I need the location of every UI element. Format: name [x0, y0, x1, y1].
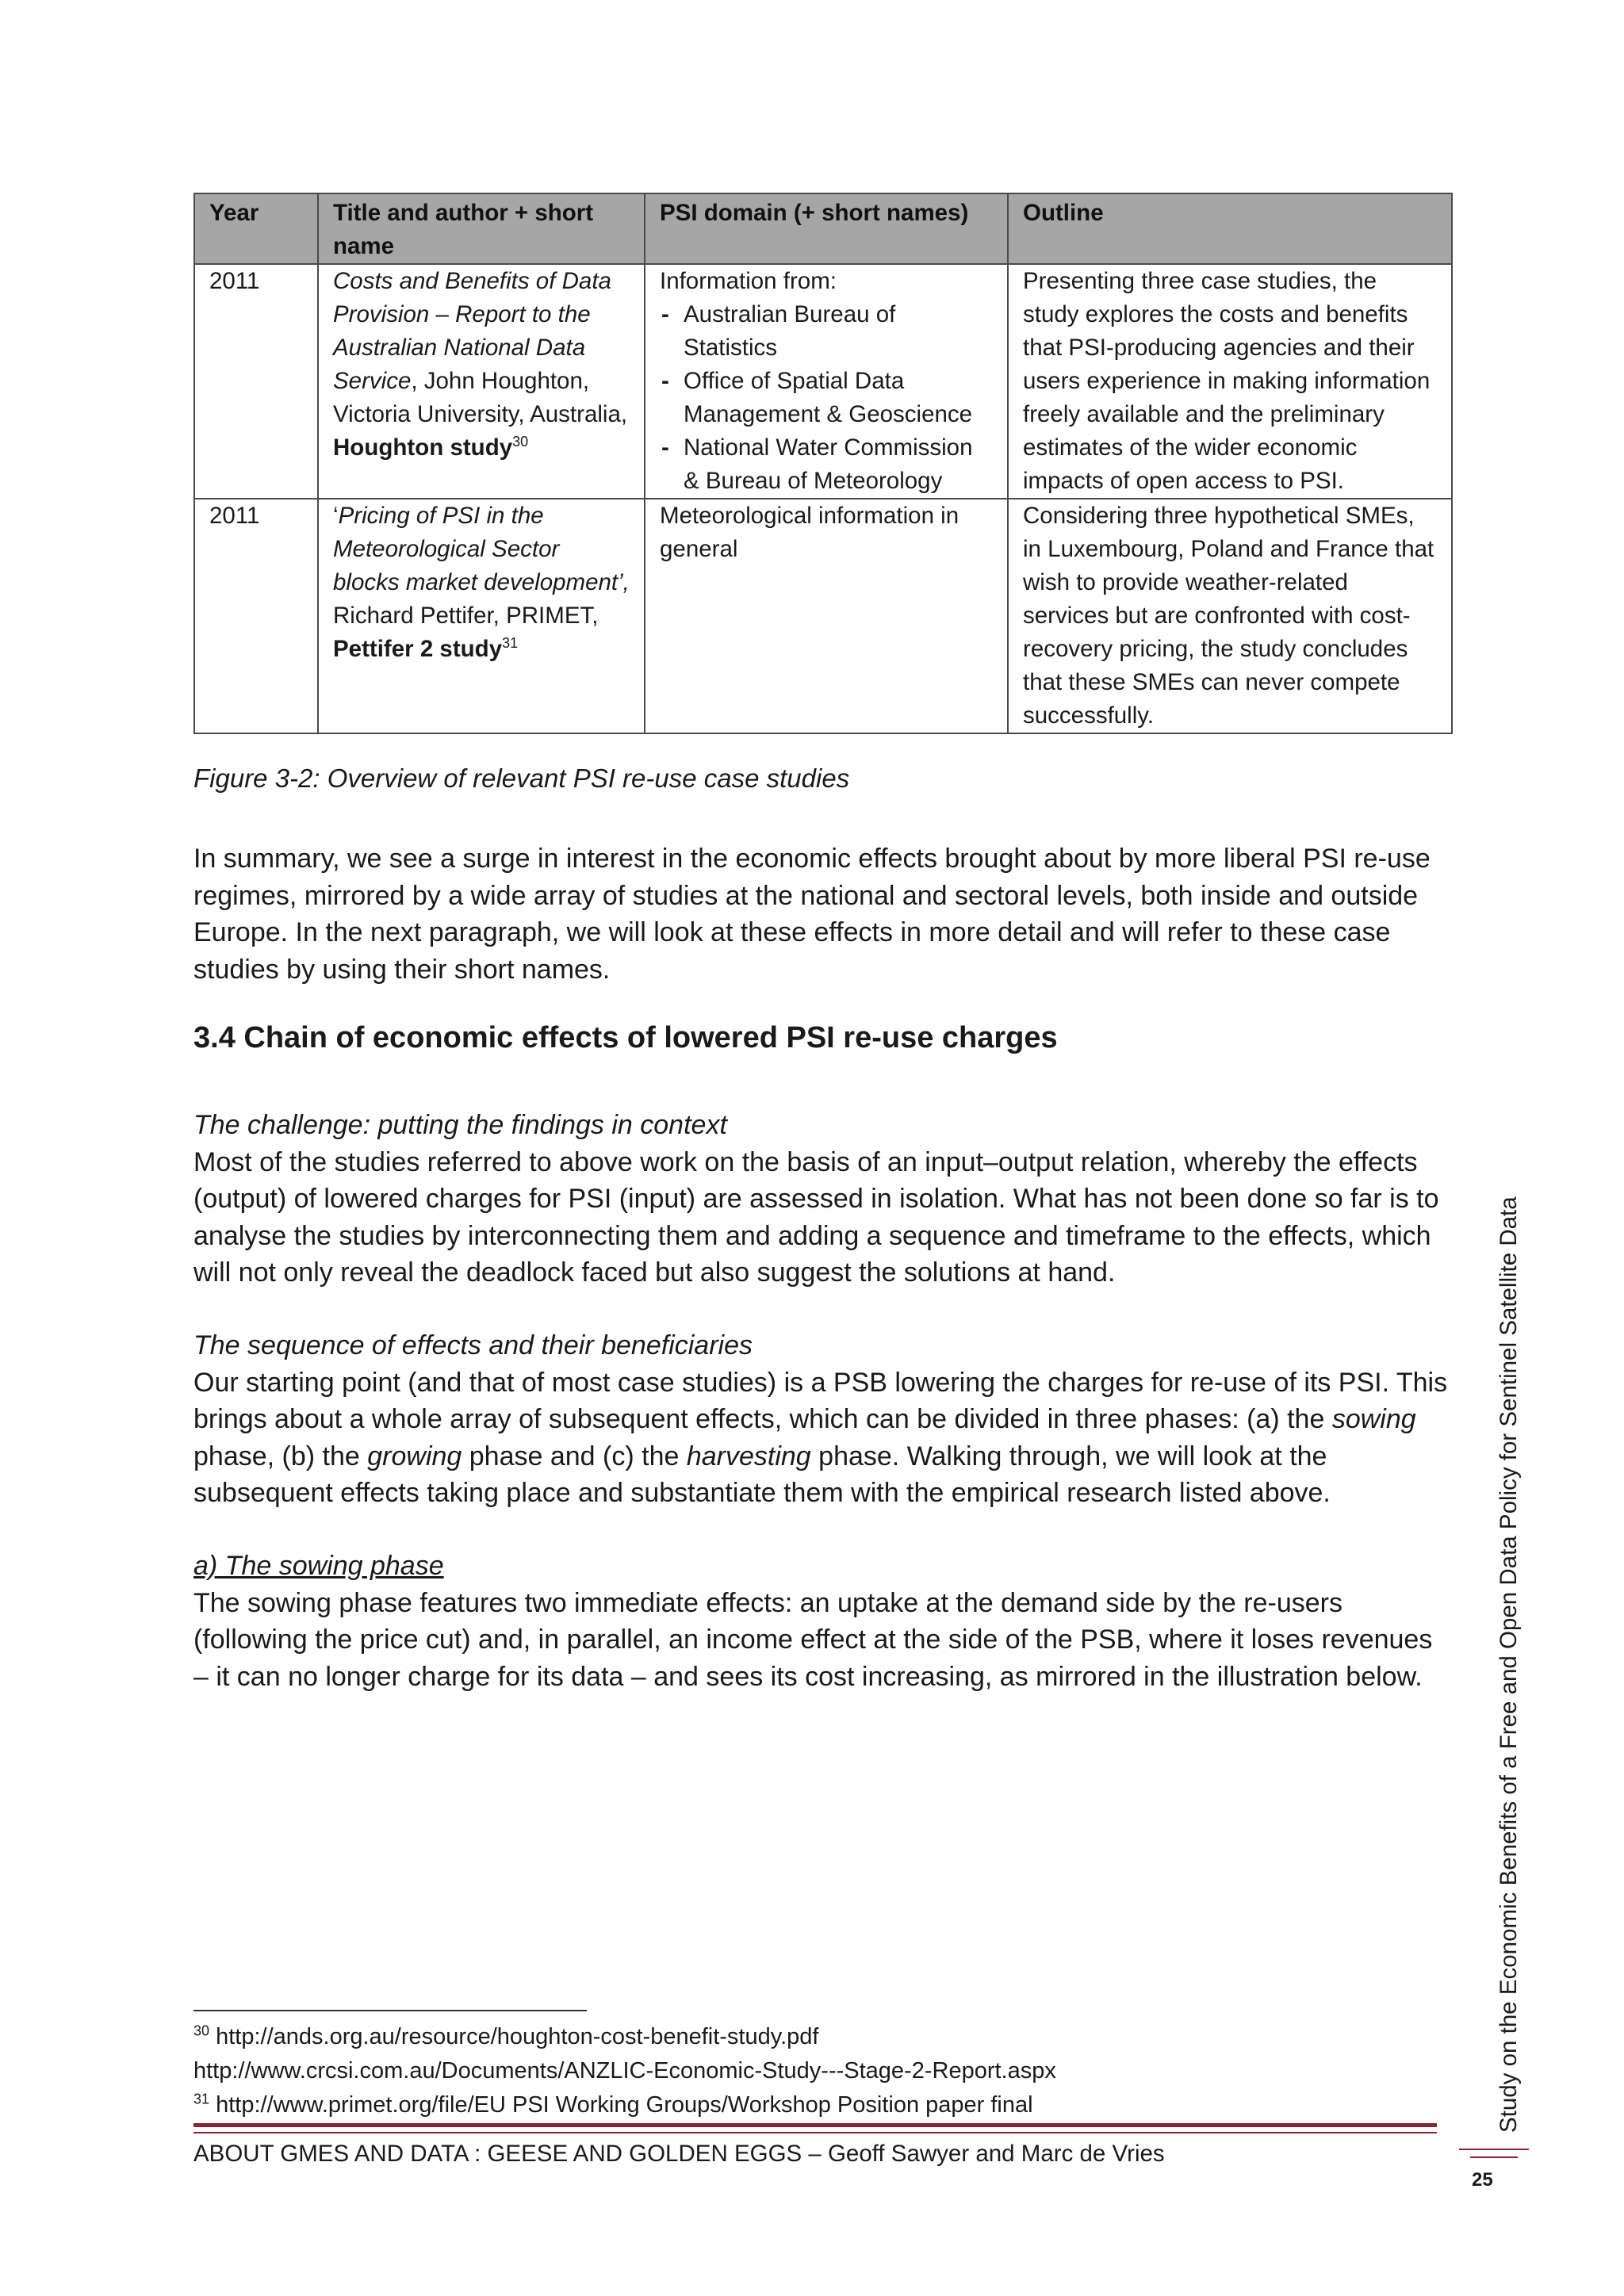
case-studies-table — [193, 193, 1453, 734]
paragraph-text — [193, 1364, 1453, 1512]
figure-caption: Figure 3-2: Overview of relevant PSI re-use case studies — [193, 763, 850, 793]
header-outline: Outline — [1008, 193, 1452, 264]
cell-psi-domain: Meteorological information in general — [645, 499, 1008, 733]
footnote-number: 30 — [193, 2022, 210, 2039]
cell-outline: Considering three hypothetical SMEs, in Luxembourg, Poland and France that wish to provide weather-related services but are confronted with cost-recovery pricing, the study concludes that these SMEs can never compete successfully. — [1008, 499, 1452, 733]
summary-paragraph — [193, 840, 1453, 988]
short-name: Houghton study — [333, 434, 513, 461]
domain-intro: Information from: — [660, 268, 837, 294]
footnote-ref: 30 — [512, 434, 529, 450]
text-run: Our starting point (and that of most case studies) is a PSB lowering the charges for re-use of its PSI. This brings about a whole array of subsequent effects, which can be divided in three phases: (a) the — [193, 1367, 1448, 1434]
footnote-number: 31 — [193, 2091, 210, 2107]
subheading: a) The sowing phase — [193, 1551, 444, 1581]
subheading: The challenge: putting the findings in context — [193, 1110, 727, 1140]
cell-outline: Presenting three case studies, the study explores the costs and benefits that PSI-producing agencies and their users experience in making information freely available and the preliminary estimates of the wider economic impacts of open access to PSI. — [1008, 264, 1452, 499]
emphasis: growing — [367, 1441, 462, 1471]
cell-year: 2011 — [194, 499, 318, 733]
footnote-link[interactable]: http://ands.org.au/resource/houghton-cost-benefit-study.pdf — [216, 2024, 819, 2049]
emphasis: sowing — [1331, 1404, 1416, 1434]
text-run: phase. Walking through, we will look at the subsequent effects taking place and substantiate them with the empirical research listed above. — [193, 1441, 1331, 1508]
list-item: - Australian Bureau of Statistics — [660, 298, 993, 365]
cell-year: 2011 — [194, 264, 318, 499]
page-number-rule — [1470, 2156, 1518, 2158]
header-year: Year — [194, 193, 318, 264]
section-heading: 3.4 Chain of economic effects of lowered PSI re-use charges — [193, 1021, 1058, 1054]
footnote-link[interactable]: http://www.crcsi.com.au/Documents/ANZLIC-Economic-Study---Stage-2-Report.aspx — [193, 2058, 1056, 2084]
table-header-row — [194, 193, 1452, 264]
list-item: - Office of Spatial Data Management & Geoscience — [660, 365, 993, 431]
challenge-paragraph — [193, 1107, 1453, 1292]
footer-rule — [193, 2132, 1437, 2133]
short-name: Pettifer 2 study — [333, 636, 503, 662]
side-running-title: Study on the Economic Benefits of a Free and Open Data Policy for Sentinel Satellite Data — [1496, 1196, 1522, 2133]
cell-title-author — [318, 499, 645, 733]
paragraph-text: The sowing phase features two immediate effects: an uptake at the demand side by the re-users (following the price cut) and, in parallel, an income effect at the side of the PSB, where it loses revenues – it can no longer charge for its data – and sees its cost increasing, as mirrored in the illustration below. — [193, 1587, 1433, 1692]
quote-mark: ‘ — [333, 503, 339, 529]
table-row — [194, 499, 1452, 733]
header-psi-domain: PSI domain (+ short names) — [645, 193, 1008, 264]
header-title-author: Title and author + short name — [318, 193, 645, 264]
study-title: Pricing of PSI in the Meteorological Sector blocks market development’, — [333, 503, 630, 595]
page-number-rule — [1459, 2149, 1529, 2150]
study-author: , John Houghton, Victoria University, Australia, — [333, 368, 628, 427]
cell-psi-domain — [645, 264, 1008, 499]
table-row — [194, 264, 1452, 499]
paragraph-text: Most of the studies referred to above work on the basis of an input–output relation, whereby the effects (output) of lowered charges for PSI (input) are assessed in isolation. What has not been done so far is to analyse the studies by interconnecting them and adding a sequence and timeframe to the effects, which will not only reveal the deadlock faced but also suggest the solutions at hand. — [193, 1146, 1439, 1288]
summary-text: In summary, we see a surge in interest in the economic effects brought about by more liberal PSI re-use regimes, mirrored by a wide array of studies at the national and sectoral levels, both inside and outside Europe. In the next paragraph, we will look at these effects in more detail and will refer to these case studies by using their short names. — [193, 844, 1431, 985]
text-run: phase and (c) the — [462, 1441, 687, 1471]
subheading: The sequence of effects and their beneficiaries — [193, 1330, 753, 1360]
footnote — [193, 2054, 1383, 2088]
footnote-ref: 31 — [502, 635, 519, 652]
footnote-separator — [193, 2010, 587, 2011]
footer-rule — [193, 2123, 1437, 2127]
cell-title-author — [318, 264, 645, 499]
domain-list — [660, 298, 993, 498]
emphasis: harvesting — [686, 1441, 811, 1471]
sowing-paragraph — [193, 1548, 1453, 1695]
study-title: Costs and Benefits of Data Provision – Report to the Australian National Data Service — [333, 268, 611, 394]
sequence-paragraph — [193, 1327, 1453, 1512]
study-author: Richard Pettifer, PRIMET, — [333, 603, 599, 629]
footnotes — [193, 2020, 1383, 2122]
footnote-link[interactable]: http://www.primet.org/file/EU PSI Working Groups/Workshop Position paper final — [216, 2092, 1033, 2118]
list-item: - National Water Commission & Bureau of Meteorology — [660, 431, 993, 498]
footnote — [193, 2020, 1383, 2054]
footer-text: ABOUT GMES AND DATA : GEESE AND GOLDEN EGGS – Geoff Sawyer and Marc de Vries — [193, 2141, 1165, 2167]
page-number: 25 — [1472, 2169, 1493, 2191]
text-run: phase, (b) the — [193, 1441, 368, 1471]
footnote — [193, 2088, 1383, 2122]
